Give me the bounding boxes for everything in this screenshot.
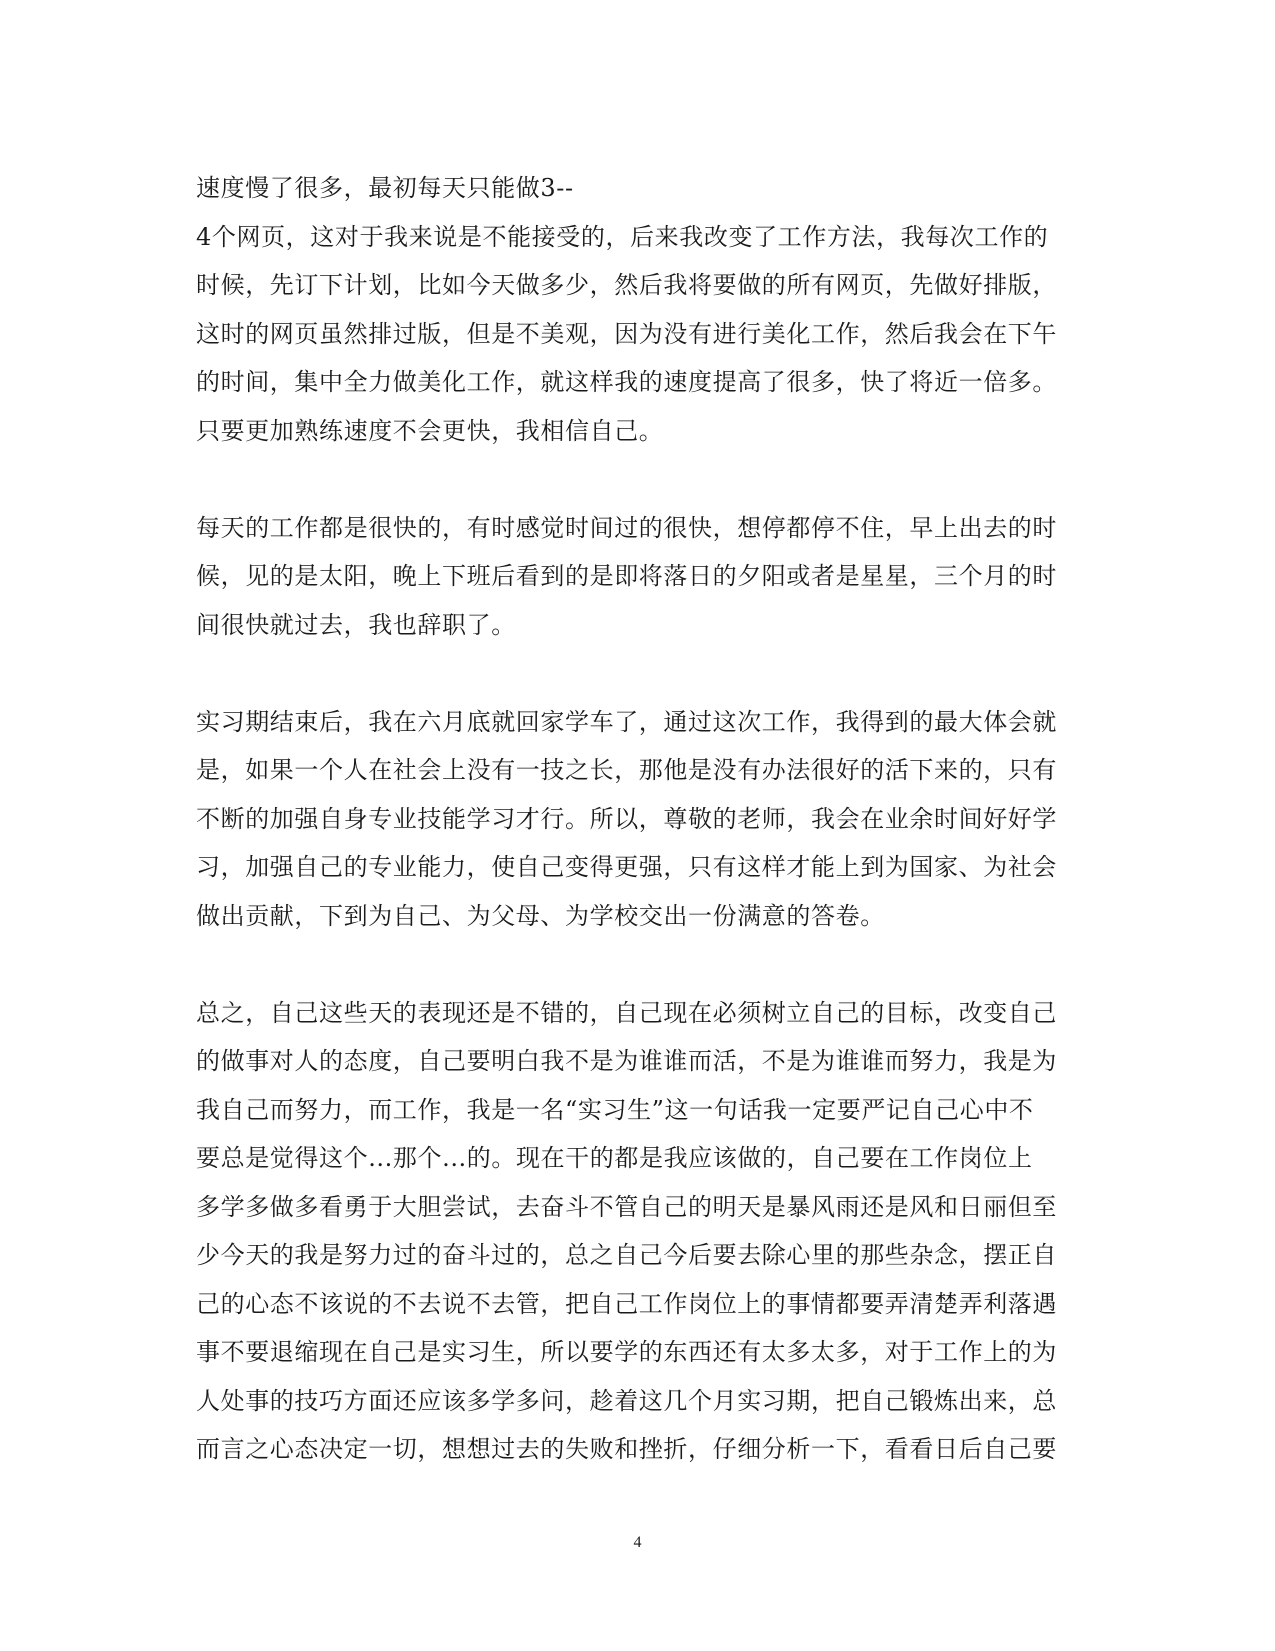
text-line: 的时间，集中全力做美化工作，就这样我的速度提高了很多，快了将近一倍多。 (196, 368, 1057, 396)
text-line: 我自己而努力，而工作，我是一名“实习生”这一句话我一定要严记自己心中不 (196, 1095, 1034, 1124)
text-line: 而言之心态决定一切，想想过去的失败和挫折，仔细分析一下，看看日后自己要 (196, 1435, 1057, 1463)
page-number: 4 (633, 1534, 642, 1551)
text-line: 要总是觉得这个...那个...的。现在干的都是我应该做的，自己要在工作岗位上 (196, 1144, 1033, 1172)
text-line: 这时的网页虽然排过版，但是不美观，因为没有进行美化工作，然后我会在下午 (196, 319, 1057, 348)
text-line: 只要更加熟练速度不会更快，我相信自己。 (196, 416, 664, 445)
text-line: 每天的工作都是很快的，有时感觉时间过的很快，想停都停不住，早上出去的时 (196, 513, 1057, 542)
body-text (196, 164, 1076, 1474)
text-line: 的做事对人的态度，自己要明白我不是为谁谁而活，不是为谁谁而努力，我是为 (196, 1047, 1057, 1075)
paragraph-2 (196, 504, 1076, 650)
text-line: 做出贡献，下到为自己、为父母、为学校交出一份满意的答卷。 (196, 901, 885, 930)
paragraph-gap (196, 455, 1076, 504)
text-line: 实习期结束后，我在六月底就回家学车了，通过这次工作，我得到的最大体会就 (196, 707, 1057, 736)
text-line: 总之，自己这些天的表现还是不错的，自己现在必须树立自己的目标，改变自己 (196, 998, 1057, 1027)
text-line: 己的心态不该说的不去说不去管，把自己工作岗位上的事情都要弄清楚弄利落遇 (196, 1289, 1057, 1318)
text-line: 时候，先订下计划，比如今天做多少，然后我将要做的所有网页，先做好排版， (196, 271, 1057, 299)
text-line: 候，见的是太阳，晚上下班后看到的是即将落日的夕阳或者是星星，三个月的时 (196, 562, 1057, 590)
text-line: 少今天的我是努力过的奋斗过的，总之自己今后要去除心里的那些杂念，摆正自 (196, 1241, 1057, 1269)
text-line: 习，加强自己的专业能力，使自己变得更强，只有这样才能上到为国家、为社会 (196, 853, 1057, 881)
paragraph-3 (196, 698, 1076, 941)
text-line: 事不要退缩现在自己是实习生，所以要学的东西还有太多太多，对于工作上的为 (196, 1338, 1057, 1366)
text-line: 不断的加强自身专业技能学习才行。所以，尊敬的老师，我会在业余时间好好学 (196, 804, 1057, 833)
paragraph-gap (196, 649, 1076, 698)
text-line: 是，如果一个人在社会上没有一技之长，那他是没有办法很好的活下来的，只有 (196, 756, 1057, 784)
text-line: 人处事的技巧方面还应该多学多问，趁着这几个月实习期，把自己锻炼出来，总 (196, 1386, 1057, 1415)
paragraph-gap (196, 940, 1076, 989)
text-line: 4个网页，这对于我来说是不能接受的，后来我改变了工作方法，我每次工作的 (196, 222, 1049, 251)
text-line: 速度慢了很多，最初每天只能做3-- (196, 174, 574, 202)
text-line: 间很快就过去，我也辞职了。 (196, 610, 516, 639)
text-line: 多学多做多看勇于大胆尝试，去奋斗不管自己的明天是暴风雨还是风和日丽但至 (196, 1192, 1057, 1221)
paragraph-1 (196, 164, 1076, 455)
paragraph-4 (196, 989, 1076, 1474)
